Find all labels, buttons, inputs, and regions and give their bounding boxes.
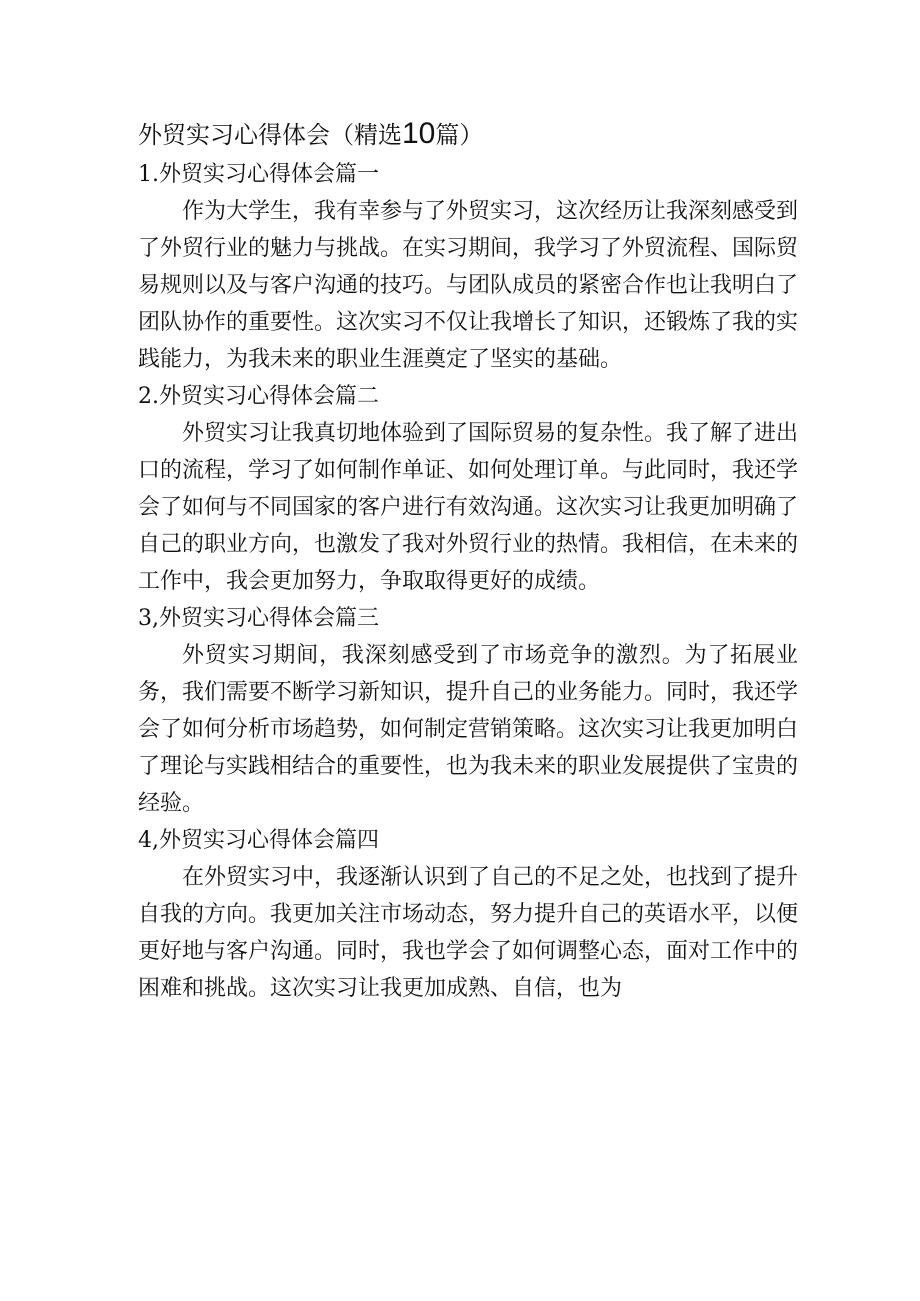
title-suffix: 篇） [435,121,484,149]
section-body-4: 在外贸实习中，我逐渐认识到了自己的不足之处，也找到了提升自我的方向。我更加关注市场动态，努力提升自己的英语水平，以便更好地与客户沟通。同时，我也学会了如何调整心态，面对工作中的困难和挑战。这次实习让我更加成熟、自信，也为 [138,865,799,1001]
title-prefix: 外贸实习心得体会（精选 [138,121,402,149]
section-heading-1: 1.外贸实习心得体会篇一 [138,162,379,187]
section-body-2: 外贸实习让我真切地体验到了国际贸易的复杂性。我了解了进出口的流程，学习了如何制作单证、如何处理订单。与此同时，我还学会了如何与不同国家的客户进行有效沟通。这次实习让我更加明确了自己的职业方向，也激发了我对外贸行业的热情。我相信，在未来的工作中，我会更加努力，争取取得更好的成绩。 [138,421,799,594]
section-heading-3: 3,外贸实习心得体会篇三 [138,606,379,631]
title-number: 10 [402,117,436,150]
document-title [138,112,798,156]
document-page [138,112,798,1007]
section-heading-2: 2.外贸实习心得体会篇二 [138,384,379,409]
section-heading-4: 4,外贸实习心得体会篇四 [138,828,379,853]
section-body-1: 作为大学生，我有幸参与了外贸实习，这次经历让我深刻感受到了外贸行业的魅力与挑战。在实习期间，我学习了外贸流程、国际贸易规则以及与客户沟通的技巧。与团队成员的紧密合作也让我明白了团队协作的重要性。这次实习不仅让我增长了知识，还锻炼了我的实践能力，为我未来的职业生涯奠定了坚实的基础。 [138,199,799,372]
section-body-3: 外贸实习期间，我深刻感受到了市场竞争的激烈。为了拓展业务，我们需要不断学习新知识，提升自己的业务能力。同时，我还学会了如何分析市场趋势，如何制定营销策略。这次实习让我更加明白了理论与实践相结合的重要性，也为我未来的职业发展提供了宝贵的经验。 [138,643,799,816]
